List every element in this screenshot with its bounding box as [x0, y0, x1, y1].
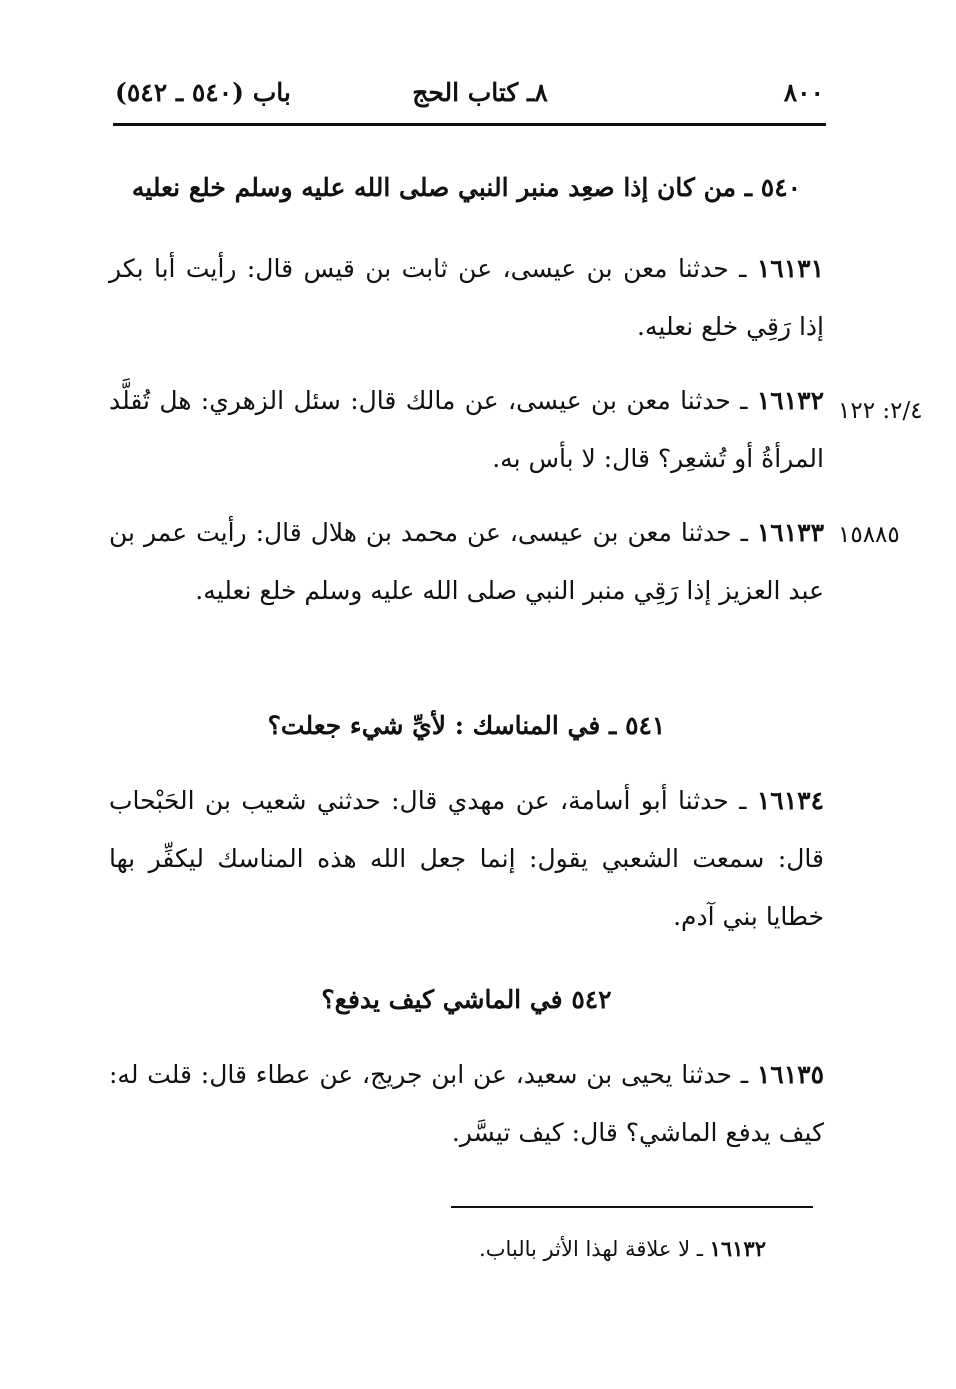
hadith-text: ـ حدثنا معن بن عيسى، عن محمد بن هلال قال: رأيت عمر بن عبد العزيز إذا رَقِي منبر النبي صلى الله عليه وسلم خلع نعليه.	[109, 518, 824, 605]
chapter-range: باب (٥٤٠ ـ ٥٤٢)	[115, 78, 291, 107]
hadith-16135	[109, 1046, 824, 1162]
hadith-16134	[109, 772, 824, 946]
hadith-number: ١٦١٣٤	[756, 786, 824, 815]
footnote-rule	[451, 1206, 813, 1208]
footnote-number: ١٦١٣٢	[709, 1236, 766, 1261]
hadith-number: ١٦١٣٢	[756, 386, 824, 415]
footnote	[166, 1232, 766, 1266]
chapter-title-542: ٥٤٢ في الماشي كيف يدفع؟	[321, 985, 612, 1014]
hadith-text: ـ حدثنا معن بن عيسى، عن ثابت بن قيس قال: رأيت أبا بكر إذا رَقِي خلع نعليه.	[109, 254, 824, 341]
hadith-text: ـ حدثنا معن بن عيسى، عن مالك قال: سئل الزهري: هل تُقلَّد المرأةُ أو تُشعِر؟ قال: لا بأس به.	[109, 386, 824, 473]
book-title: ٨ـ كتاب الحج	[412, 78, 548, 107]
footnote-text: ـ لا علاقة لهذا الأثر بالباب.	[479, 1237, 710, 1261]
hadith-number: ١٦١٣١	[756, 254, 824, 283]
hadith-16133	[109, 504, 824, 620]
hadith-text: ـ حدثنا أبو أسامة، عن مهدي قال: حدثني شعيب بن الحَبْحاب قال: سمعت الشعبي يقول: إنما جعل الله هذه المناسك ليكفِّر بها خطايا بني آدم.	[109, 786, 824, 931]
hadith-number: ١٦١٣٥	[756, 1060, 824, 1089]
hadith-text: ـ حدثنا يحيى بن سعيد، عن ابن جريج، عن عطاء قال: قلت له: كيف يدفع الماشي؟ قال: كيف تيسَّر.	[109, 1060, 824, 1147]
chapter-title-540: ٥٤٠ ـ من كان إذا صعِد منبر النبي صلى الله عليه وسلم خلع نعليه	[131, 173, 802, 202]
header-rule	[113, 123, 826, 126]
margin-reference: ١٥٨٨٥	[838, 522, 900, 548]
chapter-title-541: ٥٤١ ـ في المناسك : لأيِّ شيء جعلت؟	[267, 711, 666, 740]
hadith-16132	[109, 372, 824, 488]
page-number: ٨٠٠	[783, 78, 824, 107]
hadith-number: ١٦١٣٣	[756, 518, 824, 547]
margin-reference: ٢/٤: ١٢٢	[838, 398, 923, 424]
hadith-16131	[109, 240, 824, 356]
